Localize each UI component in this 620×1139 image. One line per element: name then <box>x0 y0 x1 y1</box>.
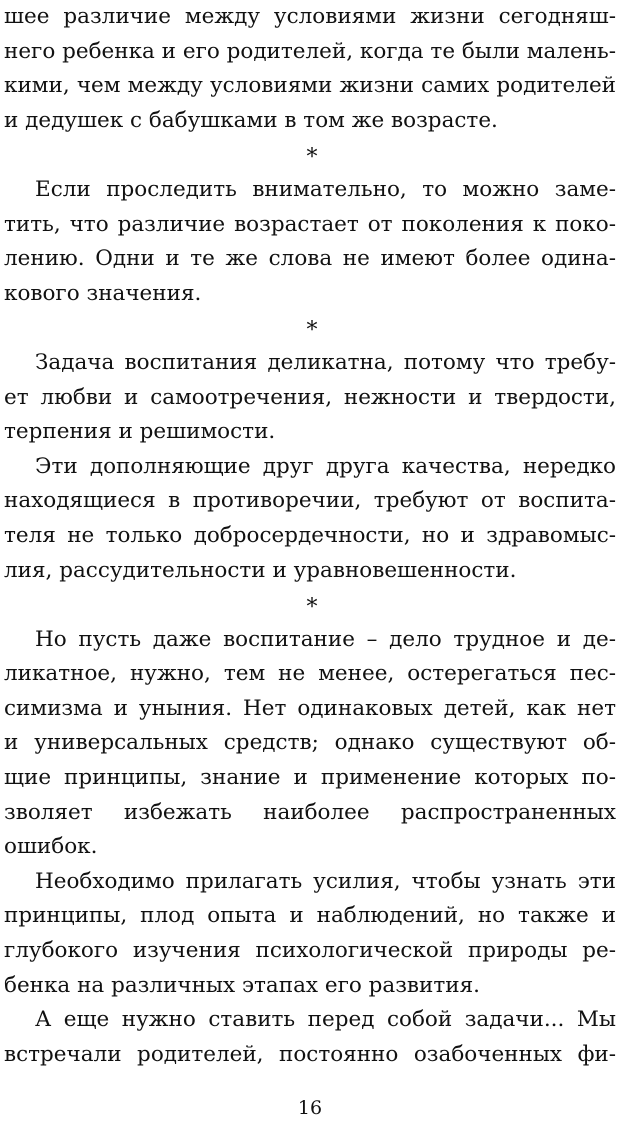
text-line: Но пусть даже воспитание – дело трудное и де- <box>35 626 616 652</box>
text-line: кового значения. <box>4 280 202 306</box>
text-line: находящиеся в противоречии, требуют от воспита- <box>4 488 616 514</box>
text-line: лия, рассудительности и уравновешенности. <box>4 557 517 583</box>
paragraph <box>4 865 616 1003</box>
text-line: Если проследить внимательно, то можно заме- <box>35 176 616 202</box>
section-separator: * <box>306 595 318 621</box>
text-line: Необходимо прилагать усилия, чтобы узнать эти <box>35 868 616 894</box>
text-line: глубокого изучения психологической природы ре- <box>4 938 616 964</box>
text-line: терпения и решимости. <box>4 419 276 445</box>
text-line: принципы, плод опыта и наблюдений, но также и <box>4 903 616 929</box>
text-line: ошибок. <box>4 834 98 860</box>
paragraph <box>4 0 616 138</box>
text-line: А еще нужно ставить перед собой задачи... Мы <box>35 1007 616 1033</box>
text-line: Задача воспитания деликатна, потому что требу- <box>35 349 616 375</box>
text-line: ликатное, нужно, тем не менее, остерегаться пес- <box>4 661 616 687</box>
section-separator: * <box>306 145 318 171</box>
text-line: и дедушек с бабушками в том же возрасте. <box>4 107 498 133</box>
text-line: Эти дополняющие друг друга качества, нередко <box>35 453 616 479</box>
paragraph <box>4 623 616 865</box>
text-line: встречали родителей, постоянно озабоченных фи- <box>4 1041 616 1067</box>
text-line: шее различие между условиями жизни сегодняш- <box>4 4 616 29</box>
page-body-text <box>4 0 616 1072</box>
text-line: щие принципы, знание и применение которых по- <box>4 765 616 791</box>
text-line: зволяет избежать наиболее распространенных <box>4 799 616 825</box>
text-line: него ребенка и его родителей, когда те были малень- <box>4 38 616 64</box>
paragraph <box>4 450 616 588</box>
page-number: 16 <box>297 1097 323 1119</box>
section-separator: * <box>306 318 318 344</box>
text-line: лению. Одни и те же слова не имеют более одина- <box>4 246 616 272</box>
text-line: тить, что различие возрастает от поколения к поко- <box>4 211 616 237</box>
text-line: и универсальных средств; однако существуют об- <box>4 730 616 756</box>
text-line: ет любви и самоотречения, нежности и твердости, <box>4 384 616 410</box>
text-line: бенка на различных этапах его развития. <box>4 972 480 998</box>
paragraph <box>4 173 616 311</box>
text-line: теля не только добросердечности, но и здравомыс- <box>4 522 616 548</box>
text-line: кими, чем между условиями жизни самих родителей <box>4 73 616 99</box>
paragraph <box>4 346 616 450</box>
paragraph <box>4 1003 616 1072</box>
text-line: симизма и уныния. Нет одинаковых детей, как нет <box>4 695 616 721</box>
